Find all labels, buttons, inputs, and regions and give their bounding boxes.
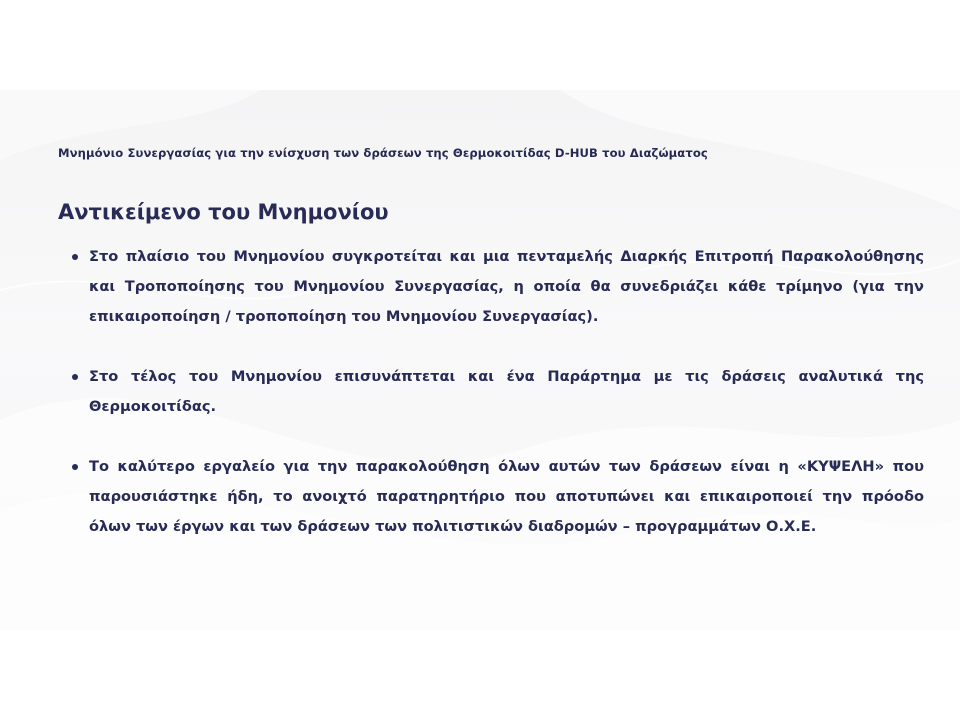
presentation-subtitle: Μνημόνιο Συνεργασίας για την ενίσχυση των δράσεων της Θερμοκοιτίδας D-HUB του Διαζώματος xyxy=(58,146,708,160)
bullet-icon xyxy=(72,374,78,380)
bullet-item xyxy=(72,452,924,542)
bullet-icon xyxy=(72,464,78,470)
slide xyxy=(0,90,960,630)
bullet-text: Στο πλαίσιο του Μνημονίου συγκροτείται και μια πενταμελής Διαρκής Επιτροπή Παρακολούθησης και Τροποποίησης του Μνημονίου Συνεργασίας, η οποία θα συνεδριάζει κάθε τρίμηνο (για την επικαιροποίηση / τροποποίηση του Μνημονίου Συνεργασίας). xyxy=(89,248,924,325)
bullet-text: Το καλύτερο εργαλείο για την παρακολούθηση όλων αυτών των δράσεων είναι η «ΚΥΨΕΛΗ» που παρουσιάστηκε ήδη, το ανοιχτό παρατηρητήριο που αποτυπώνει και επικαιροποιεί την πρόοδο όλων των έργων και των δράσεων των πολιτιστικών διαδρομών – προγραμμάτων Ο.Χ.Ε. xyxy=(89,458,924,535)
slide-title: Αντικείμενο του Μνημονίου xyxy=(58,200,389,224)
bullet-icon xyxy=(72,254,78,260)
bullet-item xyxy=(72,362,924,422)
bullet-list xyxy=(72,242,924,572)
bullet-item xyxy=(72,242,924,332)
bullet-text: Στο τέλος του Μνημονίου επισυνάπτεται και ένα Παράρτημα με τις δράσεις αναλυτικά της Θερμοκοιτίδας. xyxy=(89,368,924,415)
